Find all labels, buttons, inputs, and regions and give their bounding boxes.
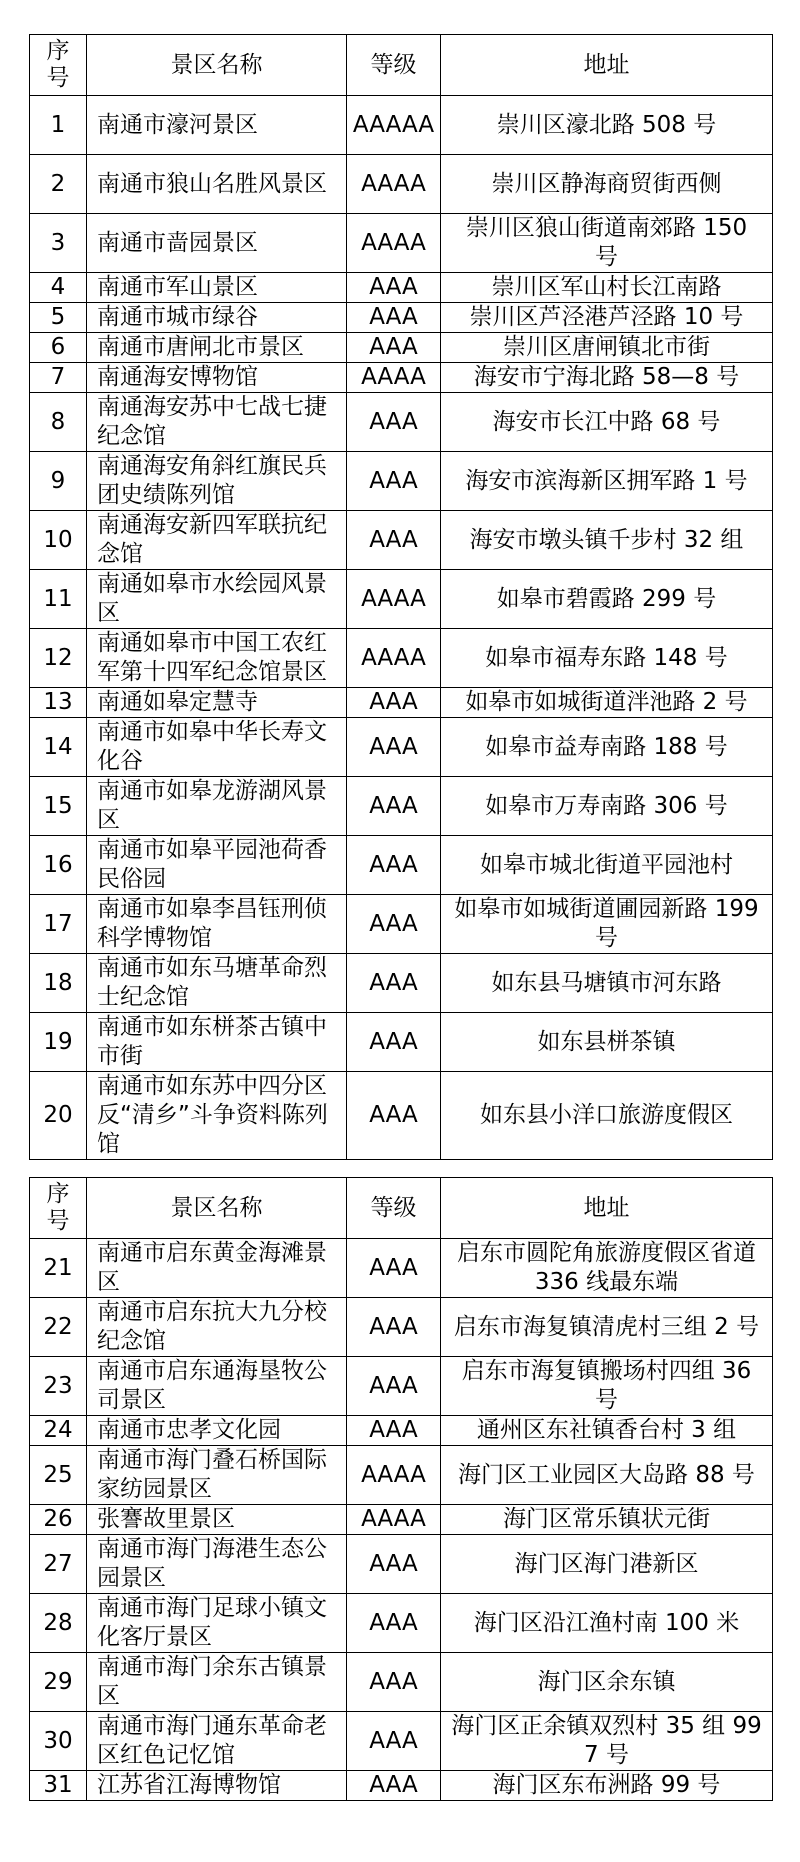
cell-address: 崇川区静海商贸街西侧	[441, 155, 773, 214]
cell-scenic-name: 南通市忠孝文化园	[87, 1416, 347, 1446]
cell-index: 9	[30, 452, 87, 511]
cell-address: 崇川区濠北路 508 号	[441, 96, 773, 155]
table-row	[30, 1712, 773, 1771]
scenic-table-2	[29, 1177, 773, 1801]
cell-level: AAA	[347, 333, 441, 363]
cell-level: AAAA	[347, 214, 441, 273]
table-row	[30, 1446, 773, 1505]
cell-address: 海安市长江中路 68 号	[441, 393, 773, 452]
header-level: 等级	[347, 1178, 441, 1239]
cell-address: 如东县马塘镇市河东路	[441, 954, 773, 1013]
table-row	[30, 1357, 773, 1416]
cell-index: 26	[30, 1505, 87, 1535]
table-row	[30, 1416, 773, 1446]
cell-address: 崇川区唐闸镇北市街	[441, 333, 773, 363]
cell-index: 11	[30, 570, 87, 629]
cell-scenic-name: 张謇故里景区	[87, 1505, 347, 1535]
cell-level: AAA	[347, 1653, 441, 1712]
cell-address: 海门区沿江渔村南 100 米	[441, 1594, 773, 1653]
cell-index: 20	[30, 1072, 87, 1160]
scenic-table-1	[29, 34, 773, 1160]
cell-index: 30	[30, 1712, 87, 1771]
cell-index: 29	[30, 1653, 87, 1712]
table-row	[30, 333, 773, 363]
cell-address: 如皋市万寿南路 306 号	[441, 777, 773, 836]
table-row	[30, 688, 773, 718]
cell-level: AAA	[347, 1712, 441, 1771]
table-row	[30, 452, 773, 511]
table-row	[30, 1505, 773, 1535]
table-row	[30, 570, 773, 629]
cell-address: 启东市圆陀角旅游度假区省道 336 线最东端	[441, 1239, 773, 1298]
cell-level: AAA	[347, 1416, 441, 1446]
table-row	[30, 1072, 773, 1160]
cell-level: AAAA	[347, 570, 441, 629]
cell-scenic-name: 南通如皋市中国工农红军第十四军纪念馆景区	[87, 629, 347, 688]
table-header-row	[30, 35, 773, 96]
cell-level: AAAA	[347, 155, 441, 214]
cell-level: AAA	[347, 1239, 441, 1298]
cell-index: 2	[30, 155, 87, 214]
table-row	[30, 1239, 773, 1298]
table-header-row	[30, 1178, 773, 1239]
cell-level: AAAAA	[347, 96, 441, 155]
cell-index: 3	[30, 214, 87, 273]
cell-address: 海门区东布洲路 99 号	[441, 1771, 773, 1801]
cell-scenic-name: 南通市唐闸北市景区	[87, 333, 347, 363]
cell-level: AAAA	[347, 1446, 441, 1505]
cell-level: AAA	[347, 393, 441, 452]
table-row	[30, 1013, 773, 1072]
cell-address: 海门区正余镇双烈村 35 组 997 号	[441, 1712, 773, 1771]
cell-index: 14	[30, 718, 87, 777]
cell-scenic-name: 南通市如皋李昌钰刑侦科学博物馆	[87, 895, 347, 954]
cell-scenic-name: 南通如皋市水绘园风景区	[87, 570, 347, 629]
cell-scenic-name: 南通市启东黄金海滩景区	[87, 1239, 347, 1298]
cell-index: 16	[30, 836, 87, 895]
table-row	[30, 155, 773, 214]
cell-scenic-name: 南通市如东苏中四分区反“清乡”斗争资料陈列馆	[87, 1072, 347, 1160]
cell-address: 海安市滨海新区拥军路 1 号	[441, 452, 773, 511]
cell-index: 10	[30, 511, 87, 570]
cell-scenic-name: 南通市军山景区	[87, 273, 347, 303]
cell-index: 7	[30, 363, 87, 393]
cell-level: AAA	[347, 511, 441, 570]
header-index: 序号	[30, 35, 87, 96]
cell-address: 海门区常乐镇状元街	[441, 1505, 773, 1535]
cell-address: 如皋市城北街道平园池村	[441, 836, 773, 895]
cell-address: 如东县栟茶镇	[441, 1013, 773, 1072]
cell-scenic-name: 南通市启东通海垦牧公司景区	[87, 1357, 347, 1416]
cell-scenic-name: 南通市海门海港生态公园景区	[87, 1535, 347, 1594]
cell-address: 启东市海复镇清虎村三组 2 号	[441, 1298, 773, 1357]
cell-index: 5	[30, 303, 87, 333]
cell-index: 24	[30, 1416, 87, 1446]
cell-index: 17	[30, 895, 87, 954]
cell-address: 如皋市如城街道圃园新路 199 号	[441, 895, 773, 954]
cell-address: 如皋市碧霞路 299 号	[441, 570, 773, 629]
cell-level: AAAA	[347, 363, 441, 393]
table-row	[30, 777, 773, 836]
cell-address: 如东县小洋口旅游度假区	[441, 1072, 773, 1160]
table-row	[30, 511, 773, 570]
cell-index: 25	[30, 1446, 87, 1505]
cell-index: 6	[30, 333, 87, 363]
cell-level: AAA	[347, 1072, 441, 1160]
header-index: 序号	[30, 1178, 87, 1239]
cell-scenic-name: 南通海安新四军联抗纪念馆	[87, 511, 347, 570]
table-row	[30, 1594, 773, 1653]
cell-level: AAA	[347, 1771, 441, 1801]
cell-address: 如皋市益寿南路 188 号	[441, 718, 773, 777]
header-name: 景区名称	[87, 1178, 347, 1239]
cell-index: 8	[30, 393, 87, 452]
cell-level: AAAA	[347, 629, 441, 688]
cell-scenic-name: 南通市啬园景区	[87, 214, 347, 273]
cell-level: AAA	[347, 688, 441, 718]
cell-index: 15	[30, 777, 87, 836]
cell-level: AAA	[347, 1357, 441, 1416]
cell-address: 海门区海门港新区	[441, 1535, 773, 1594]
cell-scenic-name: 南通市海门叠石桥国际家纺园景区	[87, 1446, 347, 1505]
cell-scenic-name: 南通市海门余东古镇景区	[87, 1653, 347, 1712]
cell-index: 31	[30, 1771, 87, 1801]
cell-scenic-name: 南通海安角斜红旗民兵团史绩陈列馆	[87, 452, 347, 511]
cell-scenic-name: 南通市城市绿谷	[87, 303, 347, 333]
cell-index: 12	[30, 629, 87, 688]
table-row	[30, 96, 773, 155]
cell-level: AAA	[347, 1594, 441, 1653]
cell-level: AAA	[347, 895, 441, 954]
table-row	[30, 363, 773, 393]
table-row	[30, 393, 773, 452]
table-row	[30, 836, 773, 895]
cell-scenic-name: 江苏省江海博物馆	[87, 1771, 347, 1801]
cell-scenic-name: 南通市海门通东革命老区红色记忆馆	[87, 1712, 347, 1771]
cell-scenic-name: 南通市如皋中华长寿文化谷	[87, 718, 347, 777]
cell-scenic-name: 南通市海门足球小镇文化客厅景区	[87, 1594, 347, 1653]
cell-index: 23	[30, 1357, 87, 1416]
cell-index: 28	[30, 1594, 87, 1653]
cell-index: 22	[30, 1298, 87, 1357]
table-row	[30, 1535, 773, 1594]
cell-address: 海安市墩头镇千步村 32 组	[441, 511, 773, 570]
cell-address: 崇川区芦泾港芦泾路 10 号	[441, 303, 773, 333]
cell-scenic-name: 南通市如东马塘革命烈士纪念馆	[87, 954, 347, 1013]
cell-scenic-name: 南通市濠河景区	[87, 96, 347, 155]
cell-address: 海安市宁海北路 58—8 号	[441, 363, 773, 393]
cell-index: 13	[30, 688, 87, 718]
cell-scenic-name: 南通市如东栟茶古镇中市街	[87, 1013, 347, 1072]
cell-address: 如皋市福寿东路 148 号	[441, 629, 773, 688]
cell-level: AAA	[347, 718, 441, 777]
cell-index: 19	[30, 1013, 87, 1072]
cell-level: AAA	[347, 777, 441, 836]
header-name: 景区名称	[87, 35, 347, 96]
cell-scenic-name: 南通如皋定慧寺	[87, 688, 347, 718]
table-row	[30, 1653, 773, 1712]
table-row	[30, 273, 773, 303]
cell-level: AAA	[347, 1535, 441, 1594]
table-row	[30, 214, 773, 273]
cell-address: 启东市海复镇搬场村四组 36 号	[441, 1357, 773, 1416]
cell-scenic-name: 南通海安苏中七战七捷纪念馆	[87, 393, 347, 452]
cell-index: 4	[30, 273, 87, 303]
cell-address: 崇川区军山村长江南路	[441, 273, 773, 303]
table-row	[30, 629, 773, 688]
cell-index: 18	[30, 954, 87, 1013]
cell-address: 如皋市如城街道泮池路 2 号	[441, 688, 773, 718]
cell-level: AAAA	[347, 1505, 441, 1535]
cell-scenic-name: 南通市狼山名胜风景区	[87, 155, 347, 214]
cell-address: 崇川区狼山街道南郊路 150 号	[441, 214, 773, 273]
cell-level: AAA	[347, 303, 441, 333]
table-row	[30, 954, 773, 1013]
cell-level: AAA	[347, 1013, 441, 1072]
cell-index: 1	[30, 96, 87, 155]
cell-level: AAA	[347, 1298, 441, 1357]
cell-index: 21	[30, 1239, 87, 1298]
cell-level: AAA	[347, 452, 441, 511]
cell-address: 海门区余东镇	[441, 1653, 773, 1712]
cell-address: 海门区工业园区大岛路 88 号	[441, 1446, 773, 1505]
table-row	[30, 1298, 773, 1357]
cell-level: AAA	[347, 836, 441, 895]
cell-scenic-name: 南通海安博物馆	[87, 363, 347, 393]
cell-level: AAA	[347, 273, 441, 303]
table-row	[30, 303, 773, 333]
cell-index: 27	[30, 1535, 87, 1594]
cell-address: 通州区东社镇香台村 3 组	[441, 1416, 773, 1446]
cell-scenic-name: 南通市如皋平园池荷香民俗园	[87, 836, 347, 895]
header-address: 地址	[441, 1178, 773, 1239]
cell-level: AAA	[347, 954, 441, 1013]
cell-scenic-name: 南通市启东抗大九分校纪念馆	[87, 1298, 347, 1357]
header-address: 地址	[441, 35, 773, 96]
table-row	[30, 895, 773, 954]
cell-scenic-name: 南通市如皋龙游湖风景区	[87, 777, 347, 836]
header-level: 等级	[347, 35, 441, 96]
table-row	[30, 1771, 773, 1801]
table-row	[30, 718, 773, 777]
